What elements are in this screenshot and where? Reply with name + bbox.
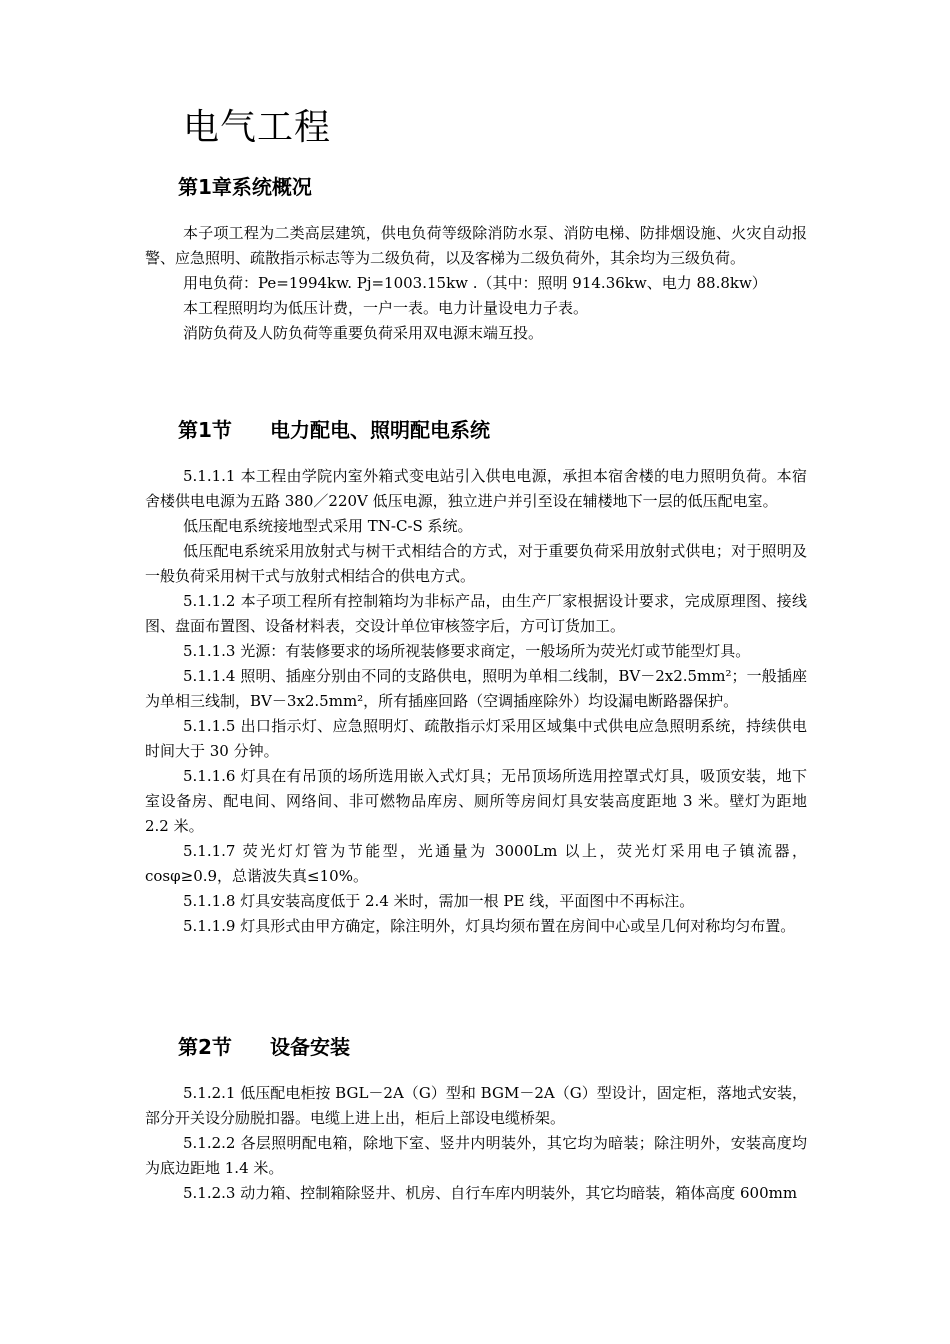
paragraph: 用电负荷：Pe=1994kw. Pj=1003.15kw .（其中：照明 914.36kw、电力 88.8kw） bbox=[183, 274, 767, 292]
paragraph: 本子项工程为二类高层建筑，供电负荷等级除消防水泵、消防电梯、防排烟设施、火灾自动报警、应急照明、疏散指示标志等为二级负荷，以及客梯为二级负荷外，其余均为三级负荷。 bbox=[145, 224, 807, 267]
section-2-heading bbox=[178, 1032, 350, 1062]
paragraph: 5.1.1.7 荧光灯灯管为节能型，光通量为 3000Lm 以上，荧光灯采用电子镇流器，cosφ≥0.9，总谐波失真≤10%。 bbox=[145, 842, 807, 885]
document-title: 电气工程 bbox=[183, 107, 332, 148]
paragraph: 低压配电系统接地型式采用 TN-C-S 系统。 bbox=[183, 517, 473, 535]
section-title: 设备安装 bbox=[270, 1035, 350, 1059]
section-number: 第1节 bbox=[178, 418, 232, 442]
paragraph: 5.1.2.1 低压配电柜按 BGL－2A（G）型和 BGM－2A（G）型设计，固定柜，落地式安装，部分开关设分励脱扣器。电缆上进上出，柜后上部设电缆桥架。 bbox=[145, 1084, 807, 1127]
paragraph: 5.1.1.6 灯具在有吊顶的场所选用嵌入式灯具；无吊顶场所选用控罩式灯具，吸顶安装，地下室设备房、配电间、网络间、非可燃物品库房、厕所等房间灯具安装高度距地 3 米。壁灯为距地 2.2 米。 bbox=[145, 767, 807, 835]
paragraph: 5.1.1.3 光源：有装修要求的场所视装修要求商定，一般场所为荧光灯或节能型灯具。 bbox=[183, 642, 751, 660]
section-2-body bbox=[145, 1081, 807, 1206]
paragraph: 5.1.1.2 本子项工程所有控制箱均为非标产品，由生产厂家根据设计要求，完成原理图、接线图、盘面布置图、设备材料表，交设计单位审核签字后，方可订货加工。 bbox=[145, 592, 807, 635]
paragraph: 5.1.2.2 各层照明配电箱，除地下室、竖井内明装外，其它均为暗装；除注明外，安装高度均为底边距地 1.4 米。 bbox=[145, 1134, 807, 1177]
paragraph: 低压配电系统采用放射式与树干式相结合的方式，对于重要负荷采用放射式供电；对于照明及一般负荷采用树干式与放射式相结合的供电方式。 bbox=[145, 542, 807, 585]
paragraph: 5.1.1.4 照明、插座分别由不同的支路供电，照明为单相二线制，BV－2x2.5mm²；一般插座为单相三线制，BV－3x2.5mm²，所有插座回路（空调插座除外）均设漏电断路器保护。 bbox=[145, 667, 807, 710]
paragraph: 消防负荷及人防负荷等重要负荷采用双电源末端互投。 bbox=[183, 324, 544, 342]
section-title: 电力配电、照明配电系统 bbox=[270, 418, 490, 442]
section-1-body bbox=[145, 464, 807, 939]
paragraph: 5.1.1.5 出口指示灯、应急照明灯、疏散指示灯采用区域集中式供电应急照明系统，持续供电时间大于 30 分钟。 bbox=[145, 717, 807, 760]
paragraph: 5.1.2.3 动力箱、控制箱除竖井、机房、自行车库内明装外，其它均暗装，箱体高度 600mm bbox=[183, 1184, 798, 1202]
paragraph: 5.1.1.8 灯具安装高度低于 2.4 米时，需加一根 PE 线，平面图中不再标注。 bbox=[183, 892, 695, 910]
paragraph: 5.1.1.9 灯具形式由甲方确定，除注明外，灯具均须布置在房间中心或呈几何对称均匀布置。 bbox=[183, 917, 796, 935]
paragraph: 本工程照明均为低压计费，一户一表。电力计量设电力子表。 bbox=[183, 299, 589, 317]
chapter-title: 第1章系统概况 bbox=[178, 175, 312, 199]
section-number: 第2节 bbox=[178, 1035, 232, 1059]
section-1-heading bbox=[178, 415, 490, 445]
chapter-body bbox=[145, 221, 807, 346]
paragraph: 5.1.1.1 本工程由学院内室外箱式变电站引入供电电源，承担本宿舍楼的电力照明负荷。本宿舍楼供电电源为五路 380／220V 低压电源，独立进户并引至设在辅楼地下一层的低压配电室。 bbox=[145, 467, 807, 510]
